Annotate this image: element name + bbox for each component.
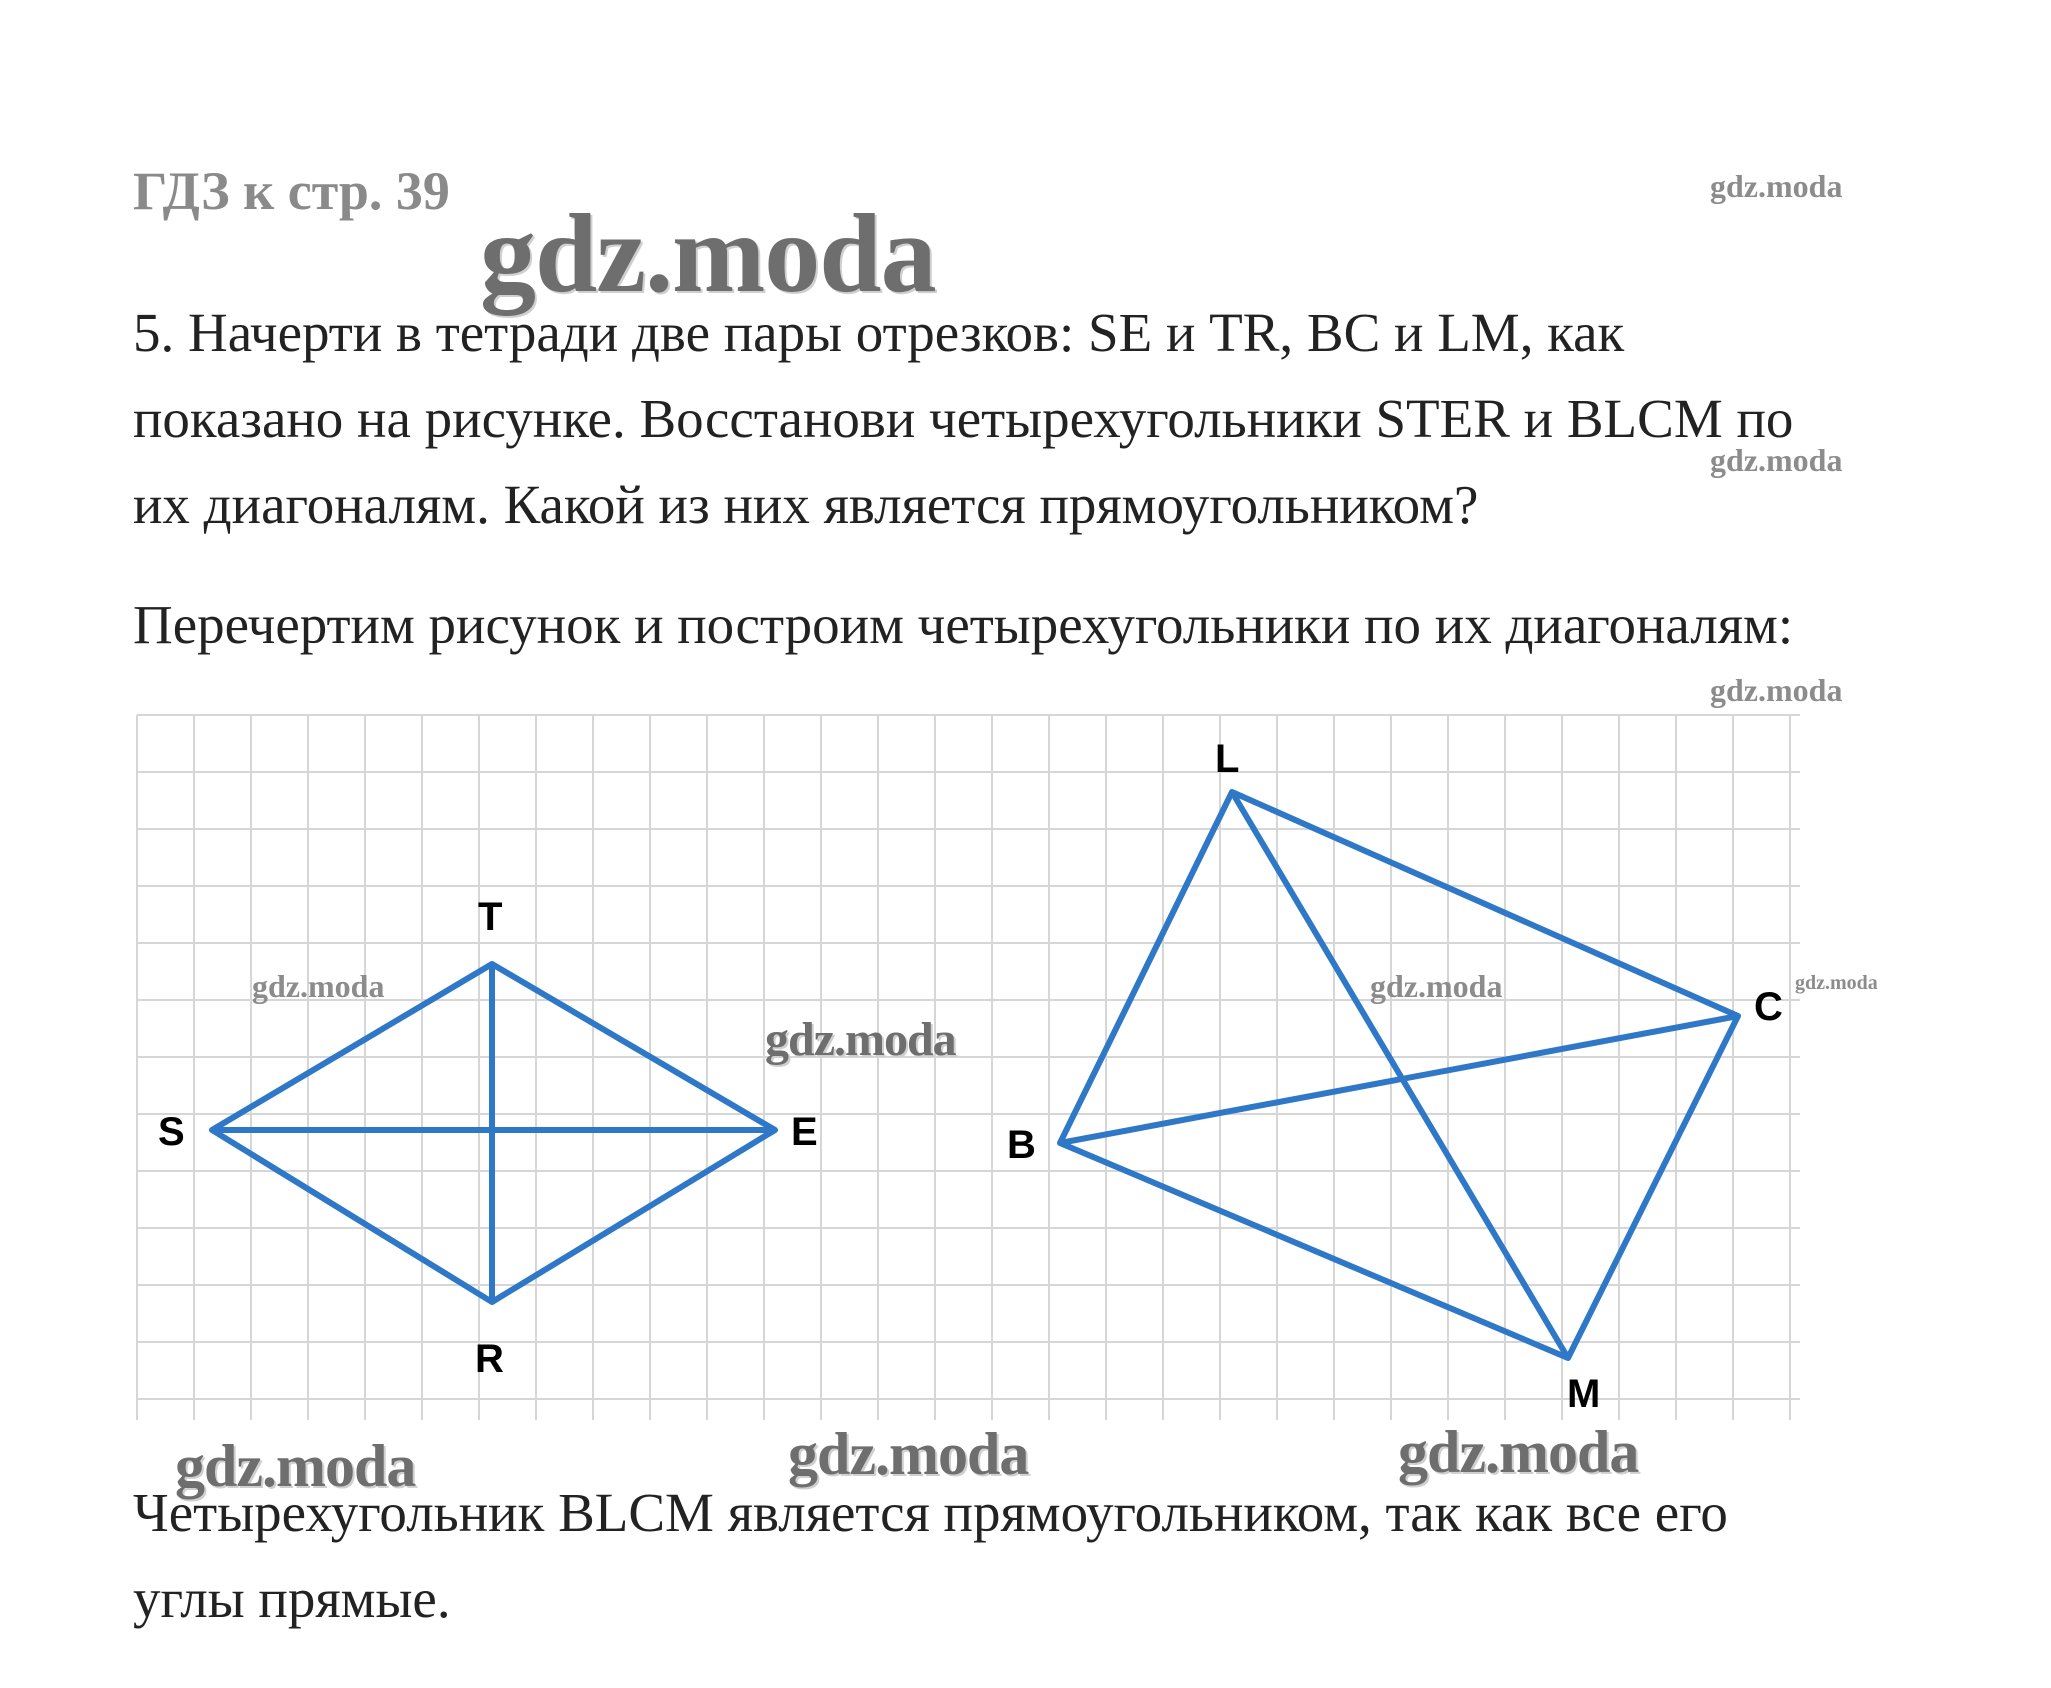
task-line-1: 5. Начерти в тетради две пары отрезков: SE и TR, BC и LM, как [133,302,1625,363]
watermark-near-t: gdz.moda [252,968,385,1004]
watermark-mid-right: gdz.moda [1710,442,1843,478]
intro-text: Перечертим рисунок и построим четырехугольники по их диагоналям: [133,594,1794,655]
label-r: R [475,1337,504,1381]
quadrilateral-ster [212,964,775,1302]
task-line-2: показано на рисунке. Восстанови четырехугольники STER и BLCM по [133,388,1794,449]
grid-paper [137,715,1800,1420]
page-header: ГДЗ к стр. 39 [133,161,450,221]
label-s: S [158,1110,185,1154]
watermark-upper-right: gdz.moda [1710,672,1843,708]
diagonal-bc [1060,1016,1738,1143]
answer-line-2: углы прямые. [133,1568,451,1629]
watermark-near-c: gdz.moda [1795,972,1878,994]
watermark-between-figures: gdz.moda [765,1013,956,1066]
watermark-bottom-left: gdz.moda [175,1433,416,1499]
diagonal-lm [1232,792,1568,1358]
label-c: C [1754,985,1783,1029]
watermark-bottom-center: gdz.moda [788,1421,1029,1487]
watermark-bottom-right: gdz.moda [1398,1419,1639,1485]
watermark-large: gdz.moda [480,192,936,316]
watermark-figure-center: gdz.moda [1370,968,1503,1004]
label-l: L [1215,737,1240,781]
label-t: T [478,895,503,939]
watermark-top-right: gdz.moda [1710,168,1843,204]
task-line-3: их диагоналям. Какой из них является прямоугольником? [133,474,1479,535]
label-m: M [1567,1372,1601,1416]
answer-line-1: Четырехугольник BLCM является прямоугольником, так как все его [133,1482,1728,1543]
label-e: E [791,1110,818,1154]
quadrilateral-blcm [1060,792,1738,1358]
label-b: B [1007,1123,1036,1167]
